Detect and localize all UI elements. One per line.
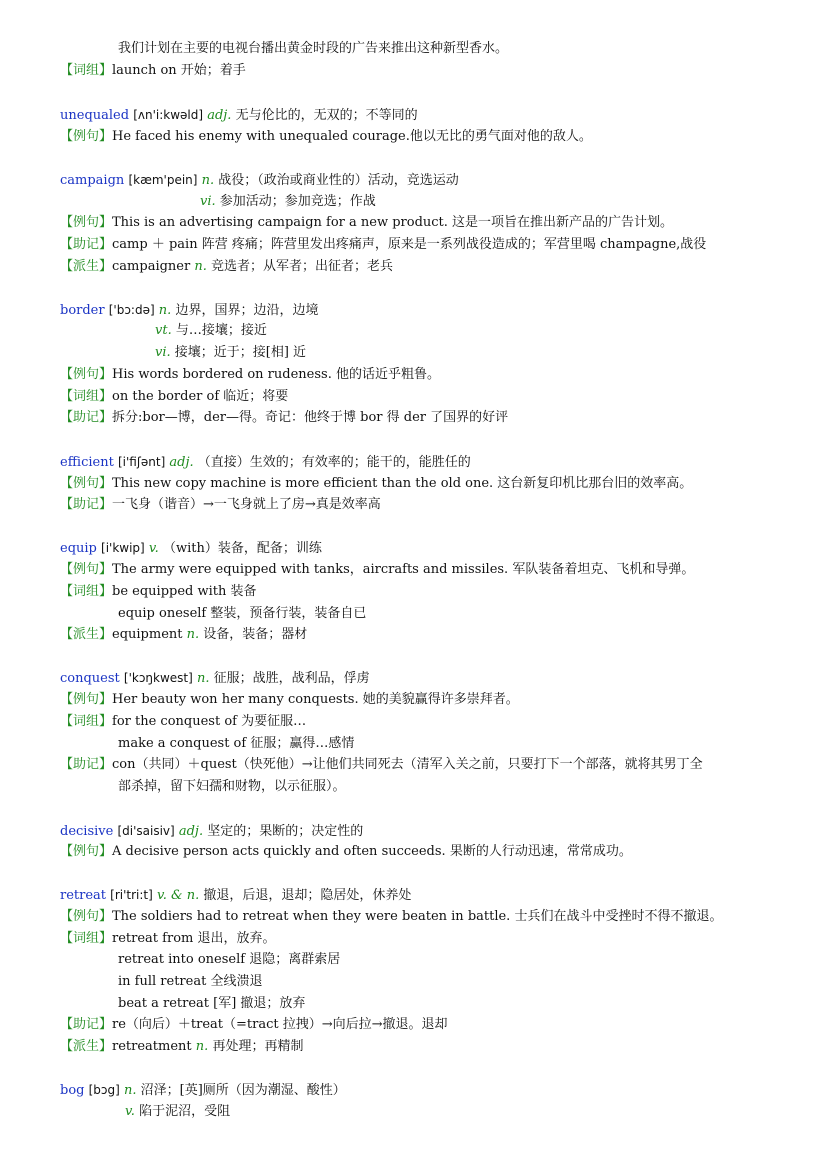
example-tag: 【例句】	[60, 367, 113, 382]
mnemonic-tag: 【助记】	[60, 497, 113, 512]
example-line: 【例句】The soldiers had to retreat when they were beaten in battle. 士兵们在战斗中受挫时不得不撤退。	[60, 909, 723, 924]
phrase-line: equip oneself 整装，预备行装，装备自已	[118, 606, 367, 621]
headword: border	[60, 303, 105, 318]
phonetic: [kæm'pein]	[128, 173, 198, 187]
mnemonic-tag: 【助记】	[60, 410, 113, 425]
definition: 沼泽；[英]厕所（因为潮湿、酸性）	[140, 1083, 346, 1098]
headword: retreat	[60, 888, 107, 903]
phonetic: [bɔg]	[88, 1083, 120, 1097]
entry-campaign-head	[60, 169, 787, 191]
example-line: 【例句】His words bordered on rudeness. 他的话近乎粗鲁。	[60, 367, 440, 382]
mnemonic-line: 【助记】con（共同）＋quest（快死他）→让他们共同死去（清军入关之前，只要打下一个部落，就将其男丁全	[60, 757, 703, 772]
example-line: 【例句】He faced his enemy with unequaled courage.他以无比的勇气面对他的敌人。	[60, 129, 592, 144]
definition-line: v. 陷于泥沼，受阻	[125, 1104, 231, 1119]
part-of-speech: vi.	[155, 345, 171, 360]
phrase-tag: 【词组】	[60, 714, 113, 729]
phrase-line: retreat into oneself 退隐；离群索居	[118, 952, 341, 967]
example-line: 【例句】This new copy machine is more efficient than the old one. 这台新复印机比那台旧的效率高。	[60, 476, 693, 491]
entry-unequaled-head	[60, 104, 787, 126]
derive-line: 【派生】equipment n. 设备，装备；器材	[60, 627, 308, 642]
derive-tag: 【派生】	[60, 259, 113, 274]
derive-line: 【派生】retreatment n. 再处理；再精制	[60, 1039, 304, 1054]
definition-line: vi. 接壤；近于；接[相] 近	[155, 345, 307, 360]
example-line: 【例句】The army were equipped with tanks，aircrafts and missiles. 军队装备着坦克、飞机和导弹。	[60, 562, 695, 577]
phonetic: [di'saisiv]	[117, 824, 175, 838]
part-of-speech: vt.	[155, 323, 172, 338]
part-of-speech: adj.	[178, 824, 204, 839]
definition: （直接）生效的；有效率的；能干的，能胜任的	[197, 455, 471, 470]
mnemonic-continuation: 部杀掉，留下妇孺和财物，以示征服）。	[118, 779, 346, 794]
definition: 边界，国界；边沿，边境	[175, 303, 319, 318]
part-of-speech: v.	[148, 541, 159, 556]
phonetic: ['bɔ:də]	[108, 303, 155, 317]
example-line: 【例句】A decisive person acts quickly and often succeeds. 果断的人行动迅速，常常成功。	[60, 844, 632, 859]
headword: unequaled	[60, 108, 130, 123]
part-of-speech: adj.	[207, 108, 232, 123]
part-of-speech: adj.	[169, 455, 194, 470]
definition: 战役；（政治或商业性的）活动，竞选运动	[218, 173, 459, 188]
derive-tag: 【派生】	[60, 627, 113, 642]
definition: （with）装备，配备；训练	[162, 541, 322, 556]
part-of-speech: n.	[196, 671, 210, 686]
mnemonic-line: 【助记】一飞身（谐音）→一飞身就上了房→真是效率高	[60, 497, 381, 512]
part-of-speech: n.	[158, 303, 172, 318]
phonetic: [ʌn'i:kwəld]	[133, 108, 204, 122]
mnemonic-tag: 【助记】	[60, 757, 113, 772]
example-tag: 【例句】	[60, 909, 113, 924]
headword: campaign	[60, 173, 125, 188]
example-tag: 【例句】	[60, 215, 113, 230]
intro-phrase-line: 【词组】launch on 开始；着手	[60, 63, 246, 78]
part-of-speech: v. & n.	[156, 888, 200, 903]
phrase-tag: 【词组】	[60, 389, 113, 404]
definition-line: vi. 参加活动；参加竞选；作战	[200, 194, 376, 209]
entry-bog-head	[60, 1079, 787, 1101]
mnemonic-tag: 【助记】	[60, 237, 113, 252]
phonetic: ['kɔŋkwest]	[123, 671, 193, 685]
phonetic: [i'fiʃənt]	[117, 455, 166, 469]
mnemonic-line: 【助记】camp ＋ pain 阵营 疼痛；阵营里发出疼痛声，原来是一系列战役造成的；军营里喝 champagne,战役	[60, 237, 707, 252]
example-tag: 【例句】	[60, 129, 113, 144]
entry-conquest-head	[60, 667, 787, 689]
phrase-line: beat a retreat [军] 撤退；放弃	[118, 996, 306, 1011]
headword: equip	[60, 541, 97, 556]
definition-line: vt. 与…接壤；接近	[155, 323, 267, 338]
entry-border-head	[60, 299, 787, 321]
phrase-line: 【词组】retreat from 退出，放弃。	[60, 931, 276, 946]
mnemonic-tag: 【助记】	[60, 1017, 113, 1032]
phonetic: [ri'tri:t]	[110, 888, 153, 902]
derive-line: 【派生】campaigner n. 竞选者；从军者；出征者；老兵	[60, 259, 394, 274]
phrase-line: in full retreat 全线溃退	[118, 974, 263, 989]
derive-tag: 【派生】	[60, 1039, 113, 1054]
phonetic: [i'kwip]	[101, 541, 145, 555]
definition: 征服；战胜，战利品，俘虏	[213, 671, 370, 686]
example-tag: 【例句】	[60, 692, 113, 707]
headword: conquest	[60, 671, 120, 686]
example-tag: 【例句】	[60, 476, 113, 491]
example-line: 【例句】Her beauty won her many conquests. 她的美貌赢得许多崇拜者。	[60, 692, 519, 707]
example-tag: 【例句】	[60, 844, 113, 859]
mnemonic-line: 【助记】re（向后）＋treat（=tract 拉拽）→向后拉→撤退。退却	[60, 1017, 448, 1032]
definition: 无与伦比的，无双的；不等同的	[235, 108, 418, 123]
headword: bog	[60, 1083, 85, 1098]
example-tag: 【例句】	[60, 562, 113, 577]
phrase-line: 【词组】on the border of 临近；将要	[60, 389, 289, 404]
headword: decisive	[60, 824, 114, 839]
definition: 撤退，后退，退却；隐居处，休养处	[203, 888, 412, 903]
entry-decisive-head	[60, 820, 787, 842]
part-of-speech: vi.	[200, 194, 216, 209]
phrase-tag: 【词组】	[60, 931, 113, 946]
entry-efficient-head	[60, 451, 787, 473]
phrase-line: 【词组】for the conquest of 为要征服…	[60, 714, 307, 729]
mnemonic-line: 【助记】拆分:bor—博，der—得。奇记：他终于博 bor 得 der 了国界的好评	[60, 410, 509, 425]
intro-sentence: 我们计划在主要的电视台播出黄金时段的广告来推出这种新型香水。	[118, 41, 509, 56]
entry-retreat-head	[60, 884, 787, 906]
entry-equip-head	[60, 537, 787, 559]
phrase-line: make a conquest of 征服；赢得…感情	[118, 736, 355, 751]
phrase-tag: 【词组】	[60, 584, 113, 599]
part-of-speech: v.	[125, 1104, 135, 1119]
part-of-speech: n.	[201, 173, 215, 188]
phrase-line: 【词组】be equipped with 装备	[60, 584, 257, 599]
phrase-tag: 【词组】	[60, 63, 113, 78]
headword: efficient	[60, 455, 114, 470]
part-of-speech: n.	[123, 1083, 137, 1098]
definition: 坚定的；果断的；决定性的	[207, 824, 364, 839]
example-line: 【例句】This is an advertising campaign for a new product. 这是一项旨在推出新产品的广告计划。	[60, 215, 674, 230]
